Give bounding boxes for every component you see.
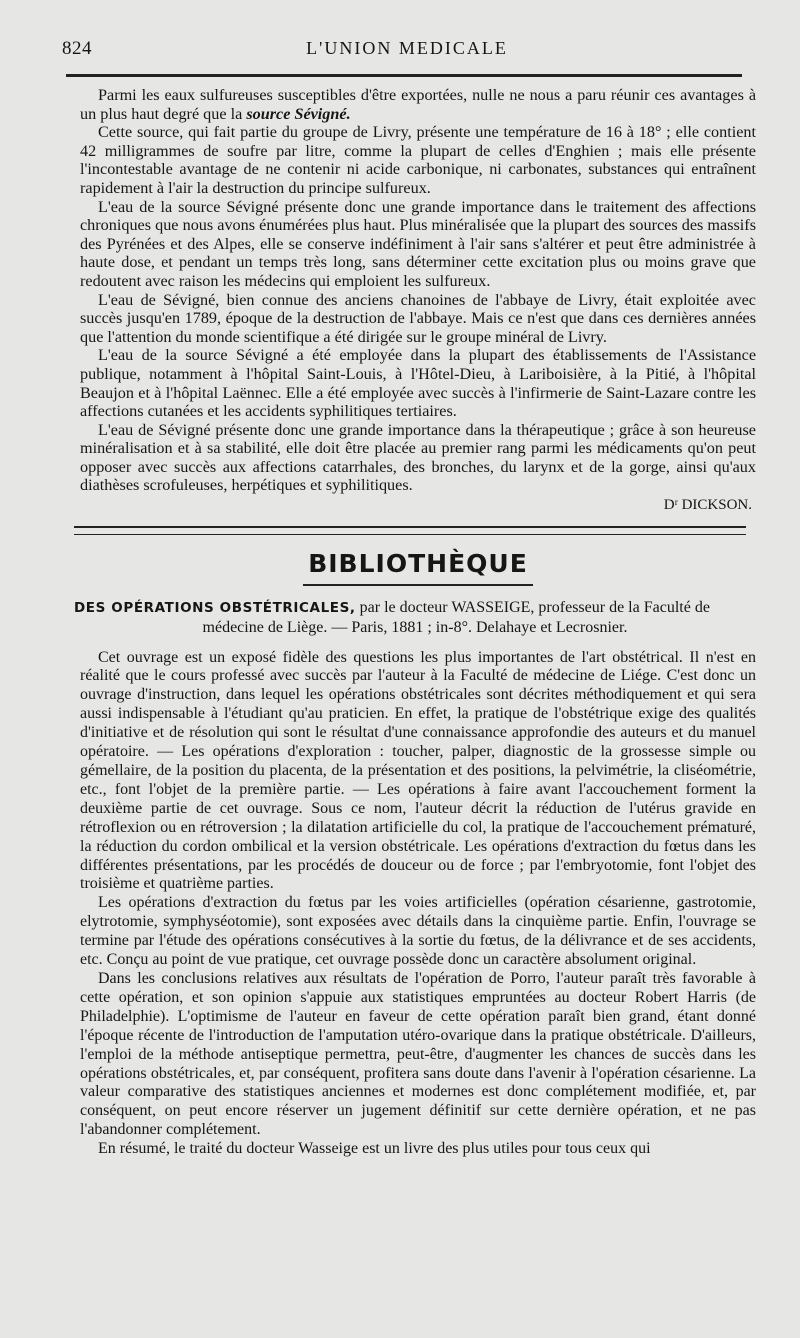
book-title: DES OPÉRATIONS OBSTÉTRICALES, — [74, 599, 356, 616]
article-paragraph: L'eau de Sévigné présente donc une grande importance dans la thérapeutique ; grâce à son heureuse minéralisation et à sa stabilité, elle doit être placée au premier rang parmi les médicaments qu'on peut opposer avec succès aux affections catarrhales, des bronches, du larynx et de la gorge, ainsi qu'aux diathèses scrofuleuses, herpétiques et syphilitiques. — [80, 420, 756, 495]
book-publication-line: médecine de Liège. — Paris, 1881 ; in-8°. Delahaye et Lecrosnier. — [202, 618, 628, 636]
review-paragraph: Les opérations d'extraction du fœtus par les voies artificielles (opération césarienne, gastrotomie, elytrotomie, symphyséotomie), sont exposées avec détails dans la cinquième partie. Enfin, l'ouvrage se termine par l'étude des opérations consécutives à la sortie du fœtus, de la délivrance et de ses accidents, etc. Conçu au point de vue pratique, cet ouvrage possède donc un caractère absolument original. — [80, 894, 756, 969]
page-number: 824 — [62, 38, 92, 59]
article-paragraph: Cette source, qui fait partie du groupe de Livry, présente une température de 16 à 18° ; elle contient 42 milligrammes de soufre par litre, comme la plupart de celles d'Enghien ; mais elle présente l'incontestable avantage de ne contenir ni acide carbonique, ni carbonates, substances qui entraînent rapidement à l'air la destruction du principe sulfureux. — [80, 123, 756, 197]
section-heading: BIBLIOTHÈQUE — [308, 549, 528, 579]
article-paragraph: L'eau de Sévigné, bien connue des anciens chanoines de l'abbaye de Livry, était exploitée avec succès jusqu'en 1789, époque de la destruction de l'abbaye. Mais ce n'est que dans ces dernières années que l'attention du monde scientifique a été dirigée sur le groupe minéral de Livry. — [80, 290, 756, 346]
section-divider — [74, 526, 746, 535]
paragraph-text: Parmi les eaux sulfureuses susceptibles d'être exportées, nulle ne nous a paru réunir ces avantages à un plus haut degré que la — [80, 86, 756, 123]
heading-underline — [303, 584, 533, 586]
review-paragraph: En résumé, le traité du docteur Wasseige est un livre des plus utiles pour tous ceux qui — [98, 1140, 651, 1158]
book-review — [80, 649, 756, 1159]
article-paragraph — [80, 86, 756, 123]
header-rule — [66, 74, 742, 77]
review-paragraph: Cet ouvrage est un exposé fidèle des questions les plus importantes de l'art obstétrical. Il n'est en réalité que le cours professé avec succès par l'auteur à la Faculté de médecine de Liége. C'est donc un ouvrage d'instruction, dans lequel les opérations obstétricales sont décrites méthodiquement et qui sera aussi indispensable à l'étudiant qu'au praticien. En effet, la pratique de l'obstétrique exige des qualités d'initiative et de résolution qui sont le résultat d'une connaissance approfondie des auteurs et du manuel opératoire. — Les opérations d'exploration : toucher, palper, diagnostic de la grossesse simple ou gémellaire, de la position du placenta, de la présentation et des positions, la pelvimétrie, la cliséométrie, etc., font l'objet de la première partie. — Les opérations à faire avant l'accouchement forment la deuxième partie de cet ouvrage. Sous ce nom, l'auteur décrit la réduction de l'utérus gravide en rétroflexion ou en rétroversion ; la dilatation artificielle du col, la pratique de l'accouchement prématuré, la réduction du cordon ombilical et la version obstétricale. Les opérations d'extraction du fœtus dans les différentes présentations, par les procédés de douceur ou de force ; par l'embryotomie, font l'objet des troisième et quatrième parties. — [80, 648, 756, 893]
article-paragraph: L'eau de la source Sévigné a été employée dans la plupart des établissements de l'Assistance publique, notamment à l'hôpital Saint-Louis, à l'Hôtel-Dieu, à Lariboisière, à la Pitié, à l'hôpital Beaujon et à l'hôpital Laënnec. Elle a été employée avec succès à l'infirmerie de Saint-Lazare contre les affections cutanées et les accidents syphilitiques tertiaires. — [80, 346, 756, 421]
running-title: L'UNION MEDICALE — [306, 38, 508, 58]
source-name: source Sévigné. — [246, 104, 351, 123]
review-paragraph: Dans les conclusions relatives aux résultats de l'opération de Porro, l'auteur paraît très favorable à cette opération, et son opinion s'appuie aux statistiques empruntées au docteur Robert Harris (de Philadelphie). L'optimisme de l'auteur en faveur de cette opération paraît bien grand, étant donné l'époque récente de l'introduction de l'amputation utéro-ovarique dans la pratique obstétricale. D'ailleurs, l'emploi de la méthode antiseptique permettra, peut-être, d'augmenter les chances de succès dans les opérations obstétricales, et, par conséquent, profitera sans doute dans l'avenir à l'opération césarienne. La valeur comparative des statistiques anciennes et modernes est donc complétement modifiée, et, par conséquent, on peut encore réserver un jugement définitif sur cette dernière opération, et ne pas l'abandonner complétement. — [80, 969, 756, 1139]
article-paragraph: L'eau de la source Sévigné présente donc une grande importance dans le traitement des affections chroniques que nous avons énumérées plus haut. Plus minéralisée que la plupart des sources des massifs des Pyrénées et des Alpes, elle se conserve indéfiniment à l'air sans s'altérer et peut être administrée à haute dose, et pendant un temps très long, sans déterminer cette excitation plus ou moins grave que redoutent avec raison les médecins qui emploient les sulfureux. — [80, 197, 756, 290]
page-header — [62, 38, 752, 68]
book-author-line: par le docteur WASSEIGE, professeur de la Faculté de — [355, 598, 710, 616]
author-signature: Dʳ DICKSON. — [663, 497, 752, 514]
page-body — [74, 86, 756, 1159]
book-entry — [74, 598, 756, 637]
